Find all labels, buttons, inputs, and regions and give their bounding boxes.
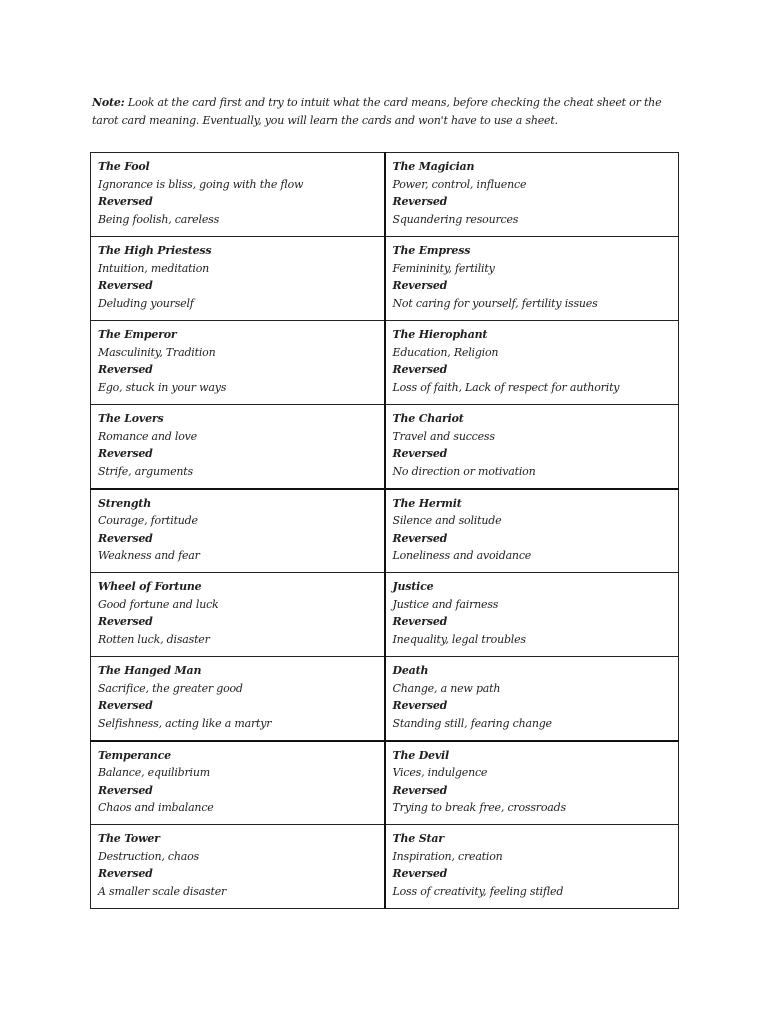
reversed-label: Reversed <box>98 783 153 797</box>
card-name: The Hermit <box>392 496 462 510</box>
card-name: The High Priestess <box>98 244 212 257</box>
card-name: The Tower <box>98 832 160 845</box>
card-cell <box>385 825 679 909</box>
table-row <box>91 573 679 657</box>
card-cell <box>385 489 679 573</box>
card-cell <box>91 237 385 321</box>
card-cell <box>385 657 679 741</box>
card-upright-meaning: Romance and love <box>98 429 197 443</box>
card-name: The Hanged Man <box>98 664 202 677</box>
card-reversed-meaning: Ego, stuck in your ways <box>98 380 227 394</box>
card-upright-meaning: Vices, indulgence <box>392 766 488 779</box>
card-cell <box>91 321 385 405</box>
note-label: Note: <box>92 96 125 109</box>
card-cell <box>91 573 385 657</box>
card-upright-meaning: Femininity, fertility <box>392 261 495 275</box>
card-reversed-meaning: Loss of creativity, feeling stifled <box>392 884 564 898</box>
reversed-label: Reversed <box>98 867 153 880</box>
card-cell <box>91 657 385 741</box>
card-reversed-meaning: A smaller scale disaster <box>98 884 227 898</box>
card-upright-meaning: Inspiration, creation <box>392 849 503 863</box>
card-name: The Lovers <box>98 412 164 425</box>
card-reversed-meaning: Standing still, fearing change <box>392 716 552 730</box>
card-reversed-meaning: Strife, arguments <box>98 464 193 478</box>
card-cell <box>385 741 679 825</box>
reversed-label: Reversed <box>98 363 153 376</box>
card-reversed-meaning: Deluding yourself <box>98 296 194 310</box>
reversed-label: Reversed <box>98 699 153 712</box>
tarot-cheat-sheet-table <box>90 152 679 909</box>
card-name: Justice <box>392 580 434 593</box>
card-reversed-meaning: Rotten luck, disaster <box>98 632 210 646</box>
card-reversed-meaning: No direction or motivation <box>392 464 536 478</box>
note-paragraph <box>92 94 682 130</box>
card-cell <box>91 489 385 573</box>
card-cell <box>91 153 385 237</box>
table-row <box>91 321 679 405</box>
card-upright-meaning: Change, a new path <box>392 681 501 695</box>
card-cell <box>385 153 679 237</box>
table-row <box>91 489 679 573</box>
card-upright-meaning: Travel and success <box>392 429 495 443</box>
table-row <box>91 825 679 909</box>
reversed-label: Reversed <box>392 279 448 292</box>
card-cell <box>385 573 679 657</box>
reversed-label: Reversed <box>98 279 153 292</box>
card-upright-meaning: Good fortune and luck <box>98 597 219 611</box>
reversed-label: Reversed <box>392 195 448 208</box>
card-name: Temperance <box>98 748 171 762</box>
card-name: The Hierophant <box>392 328 488 341</box>
card-cell <box>385 321 679 405</box>
card-cell <box>91 405 385 489</box>
card-upright-meaning: Ignorance is bliss, going with the flow <box>98 177 304 191</box>
card-name: The Devil <box>392 748 449 762</box>
card-reversed-meaning: Selfishness, acting like a martyr <box>98 716 272 730</box>
reversed-label: Reversed <box>392 447 448 460</box>
card-reversed-meaning: Inequality, legal troubles <box>392 632 526 646</box>
card-upright-meaning: Silence and solitude <box>392 514 502 527</box>
reversed-label: Reversed <box>392 699 448 712</box>
reversed-label: Reversed <box>98 447 153 460</box>
reversed-label: Reversed <box>392 867 448 880</box>
card-name: The Magician <box>392 160 475 173</box>
card-cell <box>91 741 385 825</box>
card-reversed-meaning: Being foolish, careless <box>98 212 220 226</box>
card-upright-meaning: Intuition, meditation <box>98 261 210 275</box>
card-reversed-meaning: Trying to break free, crossroads <box>392 801 566 814</box>
card-reversed-meaning: Weakness and fear <box>98 549 200 562</box>
card-name: Wheel of Fortune <box>98 580 202 593</box>
reversed-label: Reversed <box>392 531 448 545</box>
table-row <box>91 405 679 489</box>
card-upright-meaning: Masculinity, Tradition <box>98 345 216 359</box>
reversed-label: Reversed <box>392 363 448 376</box>
reversed-label: Reversed <box>98 615 153 628</box>
reversed-label: Reversed <box>392 783 448 797</box>
card-reversed-meaning: Loneliness and avoidance <box>392 549 532 562</box>
reversed-label: Reversed <box>98 195 153 208</box>
card-reversed-meaning: Not caring for yourself, fertility issues <box>392 296 598 310</box>
card-upright-meaning: Justice and fairness <box>392 597 499 611</box>
card-cell <box>385 237 679 321</box>
card-name: The Emperor <box>98 328 177 341</box>
card-name: Death <box>392 664 429 677</box>
table-row <box>91 657 679 741</box>
card-reversed-meaning: Squandering resources <box>392 212 519 226</box>
card-upright-meaning: Education, Religion <box>392 345 499 359</box>
card-name: The Fool <box>98 160 150 173</box>
card-cell <box>385 405 679 489</box>
table-row <box>91 153 679 237</box>
card-name: The Empress <box>392 244 471 257</box>
card-name: The Star <box>392 832 444 845</box>
reversed-label: Reversed <box>392 615 448 628</box>
card-upright-meaning: Sacrifice, the greater good <box>98 681 243 695</box>
card-name: The Chariot <box>392 412 464 425</box>
card-reversed-meaning: Loss of faith, Lack of respect for authority <box>392 380 620 394</box>
card-cell <box>91 825 385 909</box>
note-text: Look at the card first and try to intuit what the card means, before checking the cheat sheet or the tarot card meaning. Eventually, you will learn the cards and won't have to use a sheet. <box>92 96 662 127</box>
card-upright-meaning: Destruction, chaos <box>98 849 200 863</box>
card-upright-meaning: Power, control, influence <box>392 177 527 191</box>
card-upright-meaning: Balance, equilibrium <box>98 766 210 779</box>
table-row <box>91 237 679 321</box>
table-row <box>91 741 679 825</box>
card-name: Strength <box>98 496 151 510</box>
reversed-label: Reversed <box>98 531 153 545</box>
card-upright-meaning: Courage, fortitude <box>98 514 198 527</box>
card-reversed-meaning: Chaos and imbalance <box>98 801 214 814</box>
